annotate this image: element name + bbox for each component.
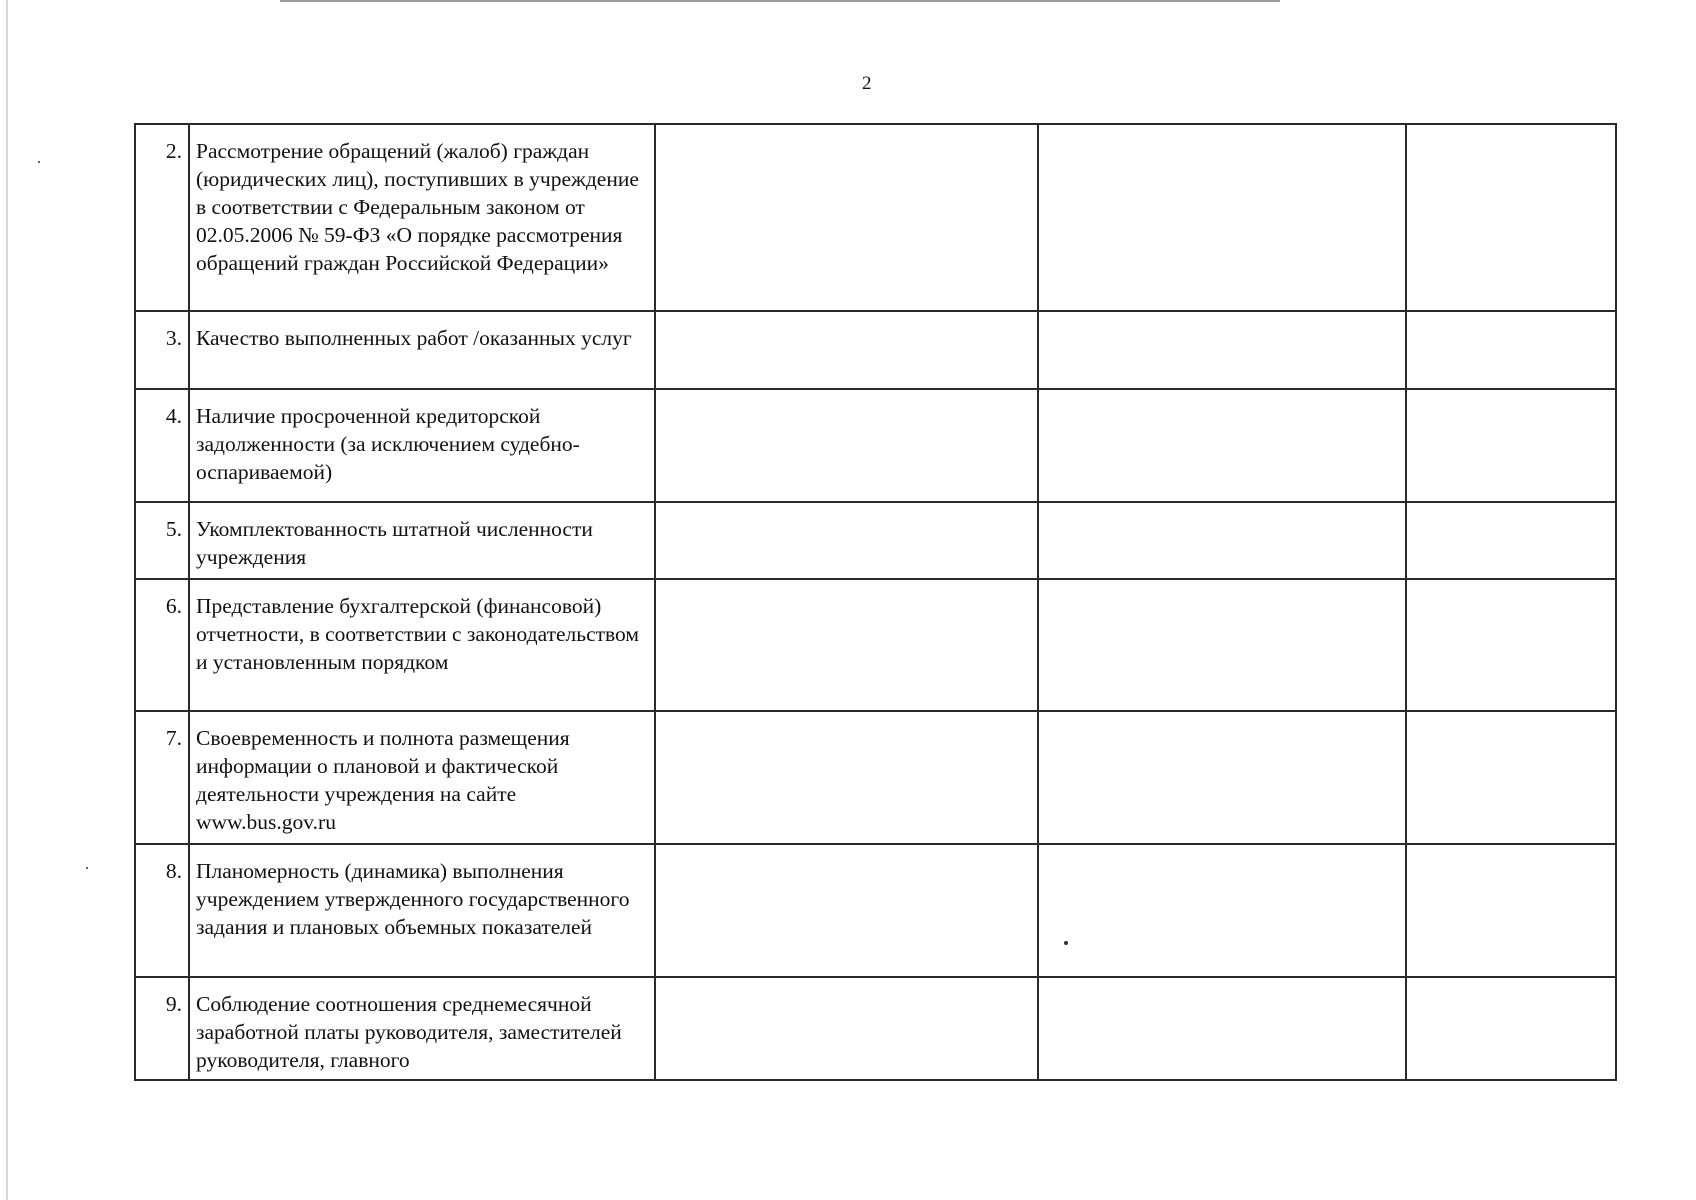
row-number: 3. — [135, 311, 189, 389]
value-cell — [655, 389, 1038, 502]
value-cell — [655, 579, 1038, 711]
criterion-text: Своевременность и полнота размещения информации о плановой и фактической деятельности учреждения на сайте www.bus.gov.ru — [189, 711, 655, 844]
table-row — [135, 311, 1616, 389]
criterion-text: Качество выполненных работ /оказанных услуг — [189, 311, 655, 389]
value-cell — [655, 311, 1038, 389]
value-cell — [1038, 844, 1406, 977]
value-cell — [1038, 711, 1406, 844]
criterion-text: Представление бухгалтерской (финансовой) отчетности, в соответствии с законодательством и установленным порядком — [189, 579, 655, 711]
value-cell — [1406, 311, 1616, 389]
row-number: 2. — [135, 124, 189, 311]
value-cell — [1038, 389, 1406, 502]
value-cell — [1406, 124, 1616, 311]
value-cell — [1406, 502, 1616, 579]
table-row — [135, 977, 1616, 1080]
criteria-table — [134, 123, 1617, 1081]
scan-speck — [38, 161, 40, 163]
page-number: 2 — [862, 73, 872, 94]
table-row — [135, 389, 1616, 502]
value-cell — [1038, 977, 1406, 1080]
value-cell — [1038, 502, 1406, 579]
value-cell — [1406, 977, 1616, 1080]
table-row — [135, 711, 1616, 844]
scan-speck — [86, 867, 88, 869]
row-number: 4. — [135, 389, 189, 502]
value-cell — [1406, 844, 1616, 977]
row-number: 8. — [135, 844, 189, 977]
row-number: 6. — [135, 579, 189, 711]
row-number: 9. — [135, 977, 189, 1080]
criterion-text: Соблюдение соотношения среднемесячной заработной платы руководителя, заместителей руководителя, главного — [189, 977, 655, 1080]
value-cell — [1406, 389, 1616, 502]
scan-edge-left — [6, 0, 8, 1200]
value-cell — [1038, 124, 1406, 311]
table-row — [135, 124, 1616, 311]
value-cell — [1038, 311, 1406, 389]
scan-edge-top — [280, 0, 1280, 2]
table-row — [135, 579, 1616, 711]
row-number: 7. — [135, 711, 189, 844]
table-row — [135, 502, 1616, 579]
criterion-text: Наличие просроченной кредиторской задолженности (за исключением судебно-оспариваемой) — [189, 389, 655, 502]
criterion-text: Укомплектованность штатной численности учреждения — [189, 502, 655, 579]
table-row — [135, 844, 1616, 977]
value-cell — [655, 124, 1038, 311]
value-cell — [655, 844, 1038, 977]
value-cell — [1406, 579, 1616, 711]
value-cell — [655, 502, 1038, 579]
criterion-text: Планомерность (динамика) выполнения учреждением утвержденного государственного задания и плановых объемных показателей — [189, 844, 655, 977]
value-cell — [1406, 711, 1616, 844]
row-number: 5. — [135, 502, 189, 579]
value-cell — [655, 977, 1038, 1080]
scan-speck — [1064, 941, 1068, 945]
value-cell — [655, 711, 1038, 844]
criterion-text: Рассмотрение обращений (жалоб) граждан (юридических лиц), поступивших в учреждение в соответствии с Федеральным законом от 02.05.2006 № 59-ФЗ «О порядке рассмотрения обращений граждан Российской Федерации» — [189, 124, 655, 311]
value-cell — [1038, 579, 1406, 711]
